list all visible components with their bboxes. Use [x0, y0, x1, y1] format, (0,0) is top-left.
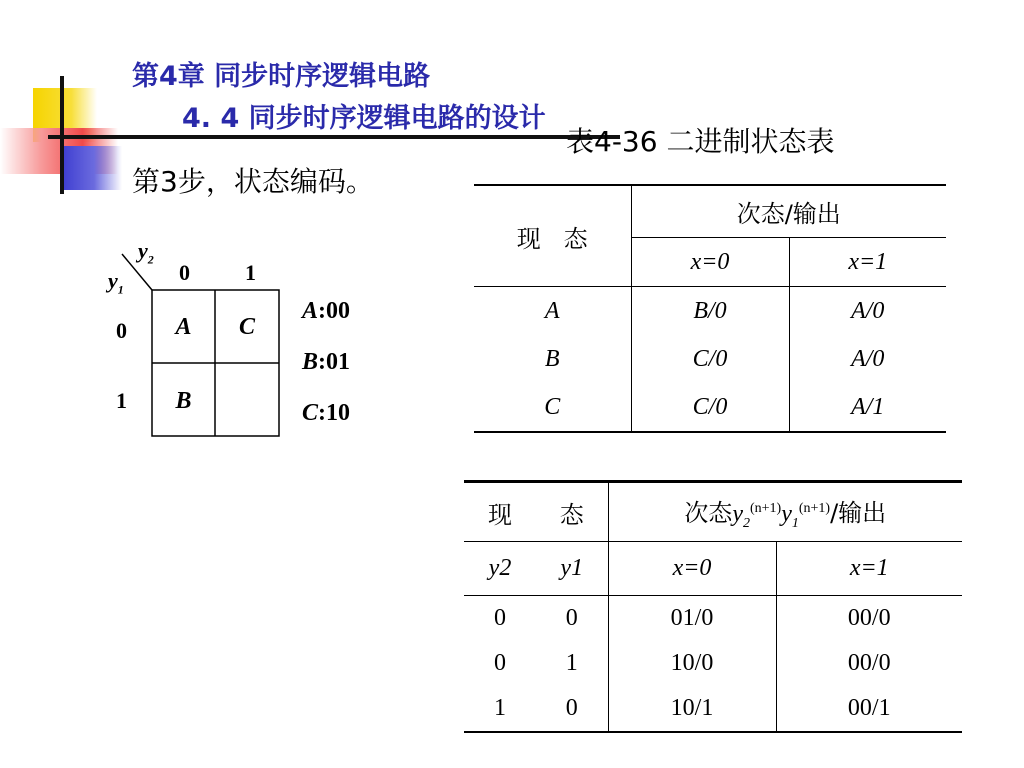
table1-caption: 表4-36 二进制状态表 [566, 125, 835, 158]
kmap-row-var: $y_1$ [108, 268, 124, 297]
kmap-cell-10: B [175, 388, 192, 414]
table2-header-present-b: 态 [559, 500, 584, 529]
kmap-row-label-0: 0 [116, 318, 127, 343]
kmap-cell-00: A [175, 314, 192, 340]
encoding-c: C:10 [302, 400, 351, 426]
table1-cell-x1: A/0 [789, 287, 946, 336]
table2-cell-y2: 1 [494, 695, 506, 721]
table1-cell-present: A [474, 287, 631, 336]
table2-cell-y1: 1 [565, 650, 578, 676]
table1-cell-x0: C/0 [631, 335, 789, 383]
table2-cell-x0: 10/0 [608, 641, 776, 686]
section-title: 4. 4 同步时序逻辑电路的设计 [182, 103, 546, 134]
table1-header-present: 现 态 [516, 224, 588, 253]
title-underline [48, 135, 620, 139]
table2-cell-x1: 00/0 [776, 596, 962, 642]
table2-cell-x0: 01/0 [608, 596, 776, 642]
chapter-title: 第4章 同步时序逻辑电路 [132, 61, 431, 92]
encoded-state-table [464, 480, 962, 733]
table2-cell-y2: 0 [464, 596, 536, 642]
kmap-cell-01: C [238, 314, 255, 340]
table2-header-x1: x=1 [776, 542, 962, 596]
table2-cell-y1: 0 [536, 596, 608, 642]
encoding-a: A:00 [302, 298, 351, 324]
table2-header-next: 次态$y_2^{(n+1)}y_1^{(n+1)}/$输出 [608, 482, 962, 542]
table1-header-next: 次态/输出 [631, 185, 946, 238]
table2-cell-x0: 10/1 [608, 686, 776, 732]
state-table [474, 184, 946, 433]
kmap-col-label-0: 0 [179, 260, 190, 285]
kmap-col-label-1: 1 [245, 260, 256, 285]
table2-header-present-a: 现 [488, 500, 512, 529]
table1-cell-x1: A/1 [789, 383, 946, 432]
table1-cell-x0: C/0 [631, 383, 789, 432]
kmap-col-var: $y_2$ [138, 238, 154, 267]
table1-cell-present: C [544, 393, 561, 420]
table1-cell-present: B [544, 345, 560, 372]
table1-header-x1: x=1 [789, 238, 946, 287]
table1-cell-x0: B/0 [631, 287, 789, 336]
table2-header-y1: y1 [536, 542, 608, 596]
table2-cell-x1: 00/0 [776, 641, 962, 686]
table2-cell-y1: 0 [565, 695, 578, 721]
kmap-row-label-1: 1 [116, 388, 127, 413]
table2-header-x0: x=0 [608, 542, 776, 596]
step-text: 第3步，状态编码。 [132, 165, 374, 198]
table2-cell-x1: 00/1 [776, 686, 962, 732]
encoding-b: B:01 [302, 349, 351, 375]
table2-cell-y2: 0 [494, 650, 506, 676]
table1-cell-x1: A/0 [789, 335, 946, 383]
decor-blue-block [60, 146, 122, 190]
table2-header-y2: y2 [464, 542, 536, 596]
table1-header-x0: x=0 [631, 238, 789, 287]
